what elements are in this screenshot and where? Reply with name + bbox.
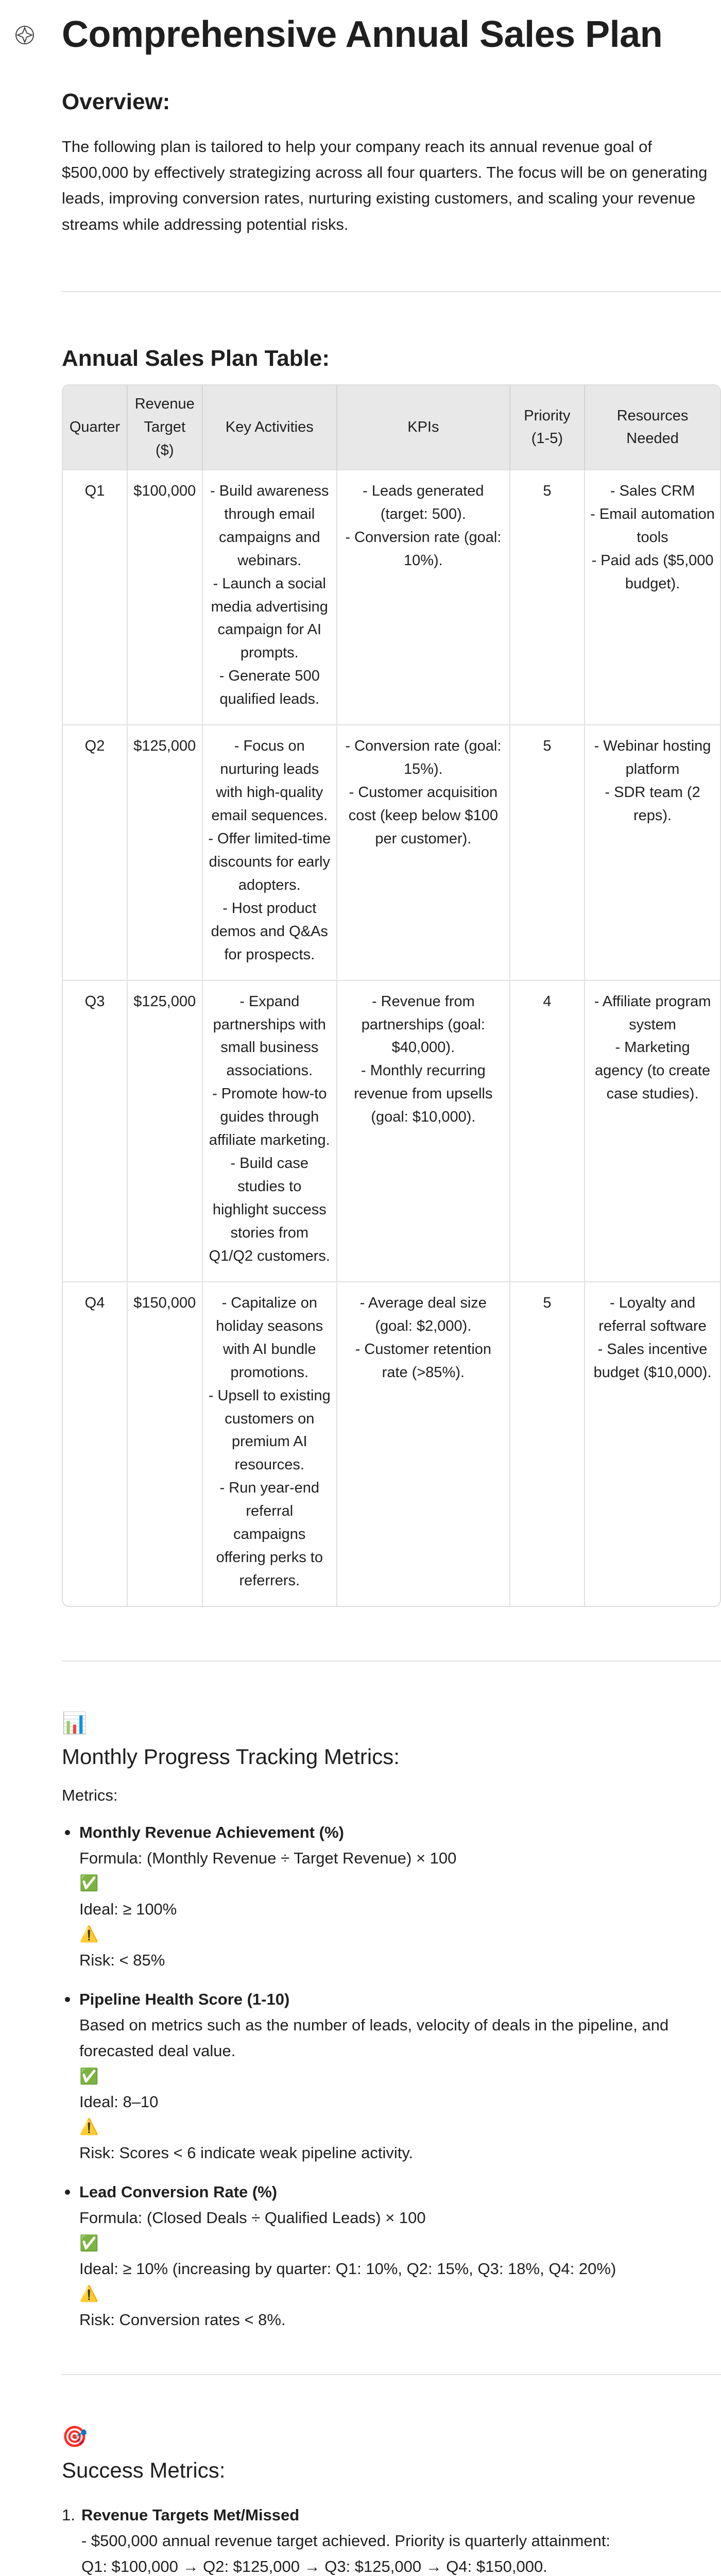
success-line: Q1: $100,000 → Q2: $125,000 → Q3: $125,000 → Q4: $150,000. [81,2557,547,2576]
table-row [63,1282,720,1606]
sales-plan-table [62,384,721,1607]
metric-ideal: Ideal: ≥ 100% [79,1900,177,1918]
activity-line: - Offer limited-time discounts for early adopters. [208,830,331,893]
resource-line: - Marketing agency (to create case studies). [595,1039,711,1103]
header-activities: Key Activities [202,385,337,470]
success-item [62,2502,721,2576]
check-emoji-icon: ✅ [79,2067,99,2085]
cell-kpis [337,470,510,725]
metric-formula: Formula: (Monthly Revenue ÷ Target Revenue) × 100 [79,1849,457,1868]
activity-line: - Capitalize on holiday seasons with AI bundle promotions. [216,1294,323,1381]
cell-resources [585,980,720,1282]
success-number: 1. [62,2505,75,2524]
header-quarter: Quarter [63,385,127,470]
metric-formula: Formula: (Closed Deals ÷ Qualified Leads) × 100 [79,2209,426,2227]
metric-item [62,1987,721,2166]
cell-kpis [337,1282,510,1606]
kpi-line: - Revenue from partnerships (goal: $40,000). [361,993,485,1056]
metric-title: Lead Conversion Rate (%) [79,2183,278,2201]
resource-line: - Paid ads ($5,000 budget). [591,552,714,592]
divider [62,291,721,292]
metrics-label: Metrics: [62,1786,118,1804]
cell-revenue: $125,000 [127,980,202,1282]
metric-ideal: Ideal: 8–10 [79,2093,159,2111]
cell-priority: 5 [510,1282,585,1606]
kpi-line: - Customer retention rate (>85%). [355,1341,492,1381]
header-resources: Resources Needed [585,385,720,470]
cell-resources [585,1282,720,1606]
divider [62,1660,721,1662]
check-emoji-icon: ✅ [79,1875,99,1892]
success-list [62,2502,721,2576]
warning-emoji-icon: ⚠️ [79,2285,99,2303]
assistant-logo-icon [14,25,35,45]
kpi-line: - Leads generated (target: 500). [363,482,484,522]
cell-activities [202,980,337,1282]
table-header-row [63,385,720,470]
activity-line: - Host product demos and Q&As for prospects. [211,900,328,963]
cell-activities [202,725,337,980]
tracking-heading: Monthly Progress Tracking Metrics: [62,1744,400,1769]
resource-line: - Email automation tools [590,505,715,546]
resource-line: - Affiliate program system [594,993,711,1033]
activity-line: - Generate 500 qualified leads. [219,668,320,708]
header-revenue: Revenue Target ($) [127,385,202,470]
check-emoji-icon: ✅ [79,2234,99,2252]
table-heading: Annual Sales Plan Table: [62,345,330,371]
overview-heading: Overview: [62,89,170,114]
resource-line: - Webinar hosting platform [594,738,711,778]
kpi-line: - Monthly recurring revenue from upsells (goal: $10,000). [354,1062,493,1126]
kpi-line: - Conversion rate (goal: 15%). [345,738,502,778]
cell-priority: 4 [510,980,585,1282]
cell-quarter: Q1 [63,470,127,725]
header-kpis: KPIs [337,385,510,470]
metric-title: Pipeline Health Score (1-10) [79,1990,290,2008]
cell-resources [585,725,720,980]
metric-item [62,1820,721,1973]
table-row [63,470,720,725]
divider [62,2374,721,2375]
cell-resources [585,470,720,725]
resource-line: - Loyalty and referral software [598,1294,707,1334]
bar-chart-emoji-icon: 📊 [62,1712,88,1735]
cell-activities [202,470,337,725]
cell-quarter: Q2 [63,725,127,980]
metric-risk: Risk: Conversion rates < 8%. [79,2311,286,2329]
kpi-line: - Average deal size (goal: $2,000). [359,1294,487,1334]
metric-formula: Based on metrics such as the number of leads, velocity of deals in the pipeline, and forecasted deal value. [79,2016,669,2060]
overview-text: The following plan is tailored to help your company reach its annual revenue goal of $500,000 by effectively strategizing across all four quarters. The focus will be on generating leads, improving conversion rates, nurturing existing customers, and scaling your revenue streams while addressing potential risks. [62,137,708,233]
cell-priority: 5 [510,470,585,725]
warning-emoji-icon: ⚠️ [79,1926,99,1943]
kpi-line: - Conversion rate (goal: 10%). [345,529,502,569]
success-title: Revenue Targets Met/Missed [81,2505,300,2524]
activity-line: - Expand partnerships with small business associations. [213,993,326,1079]
activity-line: - Upsell to existing customers on premium AI resources. [208,1387,331,1473]
cell-revenue: $100,000 [127,470,202,725]
metrics-list [62,1820,721,2333]
success-heading: Success Metrics: [62,2458,226,2483]
activity-line: - Focus on nurturing leads with high-quality email sequences. [211,738,328,824]
cell-kpis [337,725,510,980]
resource-line: - Sales incentive budget ($10,000). [593,1341,712,1381]
metric-ideal: Ideal: ≥ 10% (increasing by quarter: Q1: 10%, Q2: 15%, Q3: 18%, Q4: 20%) [79,2260,616,2278]
table-row [63,980,720,1282]
metric-risk: Risk: < 85% [79,1951,165,1969]
cell-revenue: $125,000 [127,725,202,980]
cell-quarter: Q3 [63,980,127,1282]
metric-risk: Risk: Scores < 6 indicate weak pipeline activity. [79,2143,414,2162]
message-content [62,0,721,2576]
cell-activities [202,1282,337,1606]
warning-emoji-icon: ⚠️ [79,2119,99,2136]
target-emoji-icon: 🎯 [62,2426,88,2449]
resource-line: - SDR team (2 reps). [605,784,700,824]
cell-kpis [337,980,510,1282]
page-title: Comprehensive Annual Sales Plan [62,14,663,55]
activity-line: - Build case studies to highlight success stories from Q1/Q2 customers. [209,1155,330,1264]
success-line: - $500,000 annual revenue target achieved. Priority is quarterly attainment: [81,2532,611,2550]
activity-line: - Promote how-to guides through affiliate marketing. [209,1086,330,1149]
activity-line: - Run year-end referral campaigns offering perks to referrers. [216,1480,323,1589]
cell-revenue: $150,000 [127,1282,202,1606]
cell-quarter: Q4 [63,1282,127,1606]
activity-line: - Launch a social media advertising campaign for AI prompts. [211,575,328,662]
resource-line: - Sales CRM [610,482,695,499]
activity-line: - Build awareness through email campaigns and webinars. [210,482,329,569]
header-priority: Priority (1-5) [510,385,585,470]
cell-priority: 5 [510,725,585,980]
kpi-line: - Customer acquisition cost (keep below $100 per customer). [348,784,498,847]
metric-title: Monthly Revenue Achievement (%) [79,1823,344,1841]
table-row [63,725,720,980]
metric-item [62,2179,721,2333]
